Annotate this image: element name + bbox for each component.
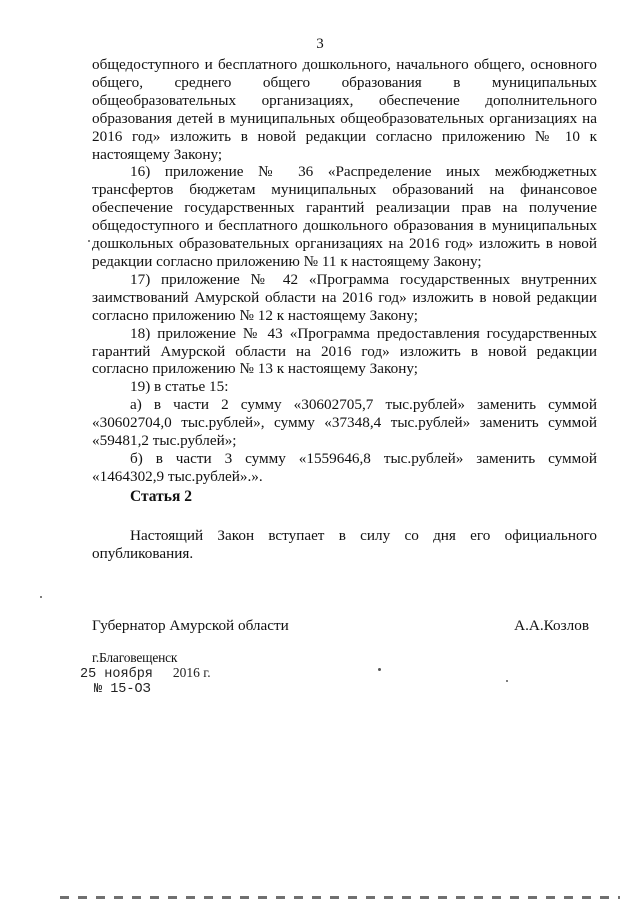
scan-speck [378,668,381,671]
signatory-title: Губернатор Амурской области [92,617,289,634]
stamp-city: г.Благовещенск [92,650,178,665]
scan-speck [40,596,42,598]
stamp-number: № 15-ОЗ [94,682,151,697]
page-number: 3 [316,36,324,52]
stamp-date-year: 2016 г. [172,665,211,680]
paragraph-subitem-b: б) в части 3 сумму «1559646,8 тыс.рублей» заменить суммой «1464302,9 тыс.рублей».». [92,449,597,485]
article-text [92,527,597,563]
paragraph-item-18: 18) приложение № 43 «Программа предоставления государственных гарантий Амурской области на 2016 год» изложить в новой редакции согласно приложению № 13 к настоящему Закону; [92,324,597,378]
stamp-date-day: 25 ноября [80,667,153,682]
signatory-name: А.А.Козлов [514,617,589,634]
article-paragraph: Настоящий Закон вступает в силу со дня его официального опубликования. [92,527,597,562]
scan-speck [88,240,90,242]
paragraph-item-19: 19) в статье 15: [130,378,229,396]
paragraph-subitem-a: а) в части 2 сумму «30602705,7 тыс.рублей» заменить суммой «30602704,0 тыс.рублей», сумму «37348,4 тыс.рублей» заменить суммой «59481,2 тыс.рублей»; [92,396,597,450]
scan-speck [506,680,508,682]
paragraph-item-17: 17) приложение № 42 «Программа государственных внутренних заимствований Амурской области на 2016 год» изложить в новой редакции согласно приложению № 12 к настоящему Закону; [92,270,597,324]
paragraph-continuation: общедоступного и бесплатного дошкольного, начального общего, основного общего, среднего общего образования в муниципальных общеобразовательных организациях, обеспечение дополнительного образования детей в муниципальных общеобразовательных организациях на 2016 год» изложить в новой редакции согласно приложению № 10 к настоящему Закону; [92,56,597,163]
paragraph-item-16: 16) приложение № 36 «Распределение иных межбюджетных трансфертов бюджетам муниципальных образований на финансовое обеспечение государственных гарантий реализации прав на получение общедоступного и бесплатного дошкольного образования в муниципальных дошкольных образовательных организациях на 2016 год» изложить в новой редакции согласно приложению № 11 к настоящему Закону; [92,163,597,270]
scan-edge-dashes [60,896,620,899]
article-heading: Статья 2 [130,488,192,505]
document-body [92,56,597,486]
stamp-date [80,665,211,682]
